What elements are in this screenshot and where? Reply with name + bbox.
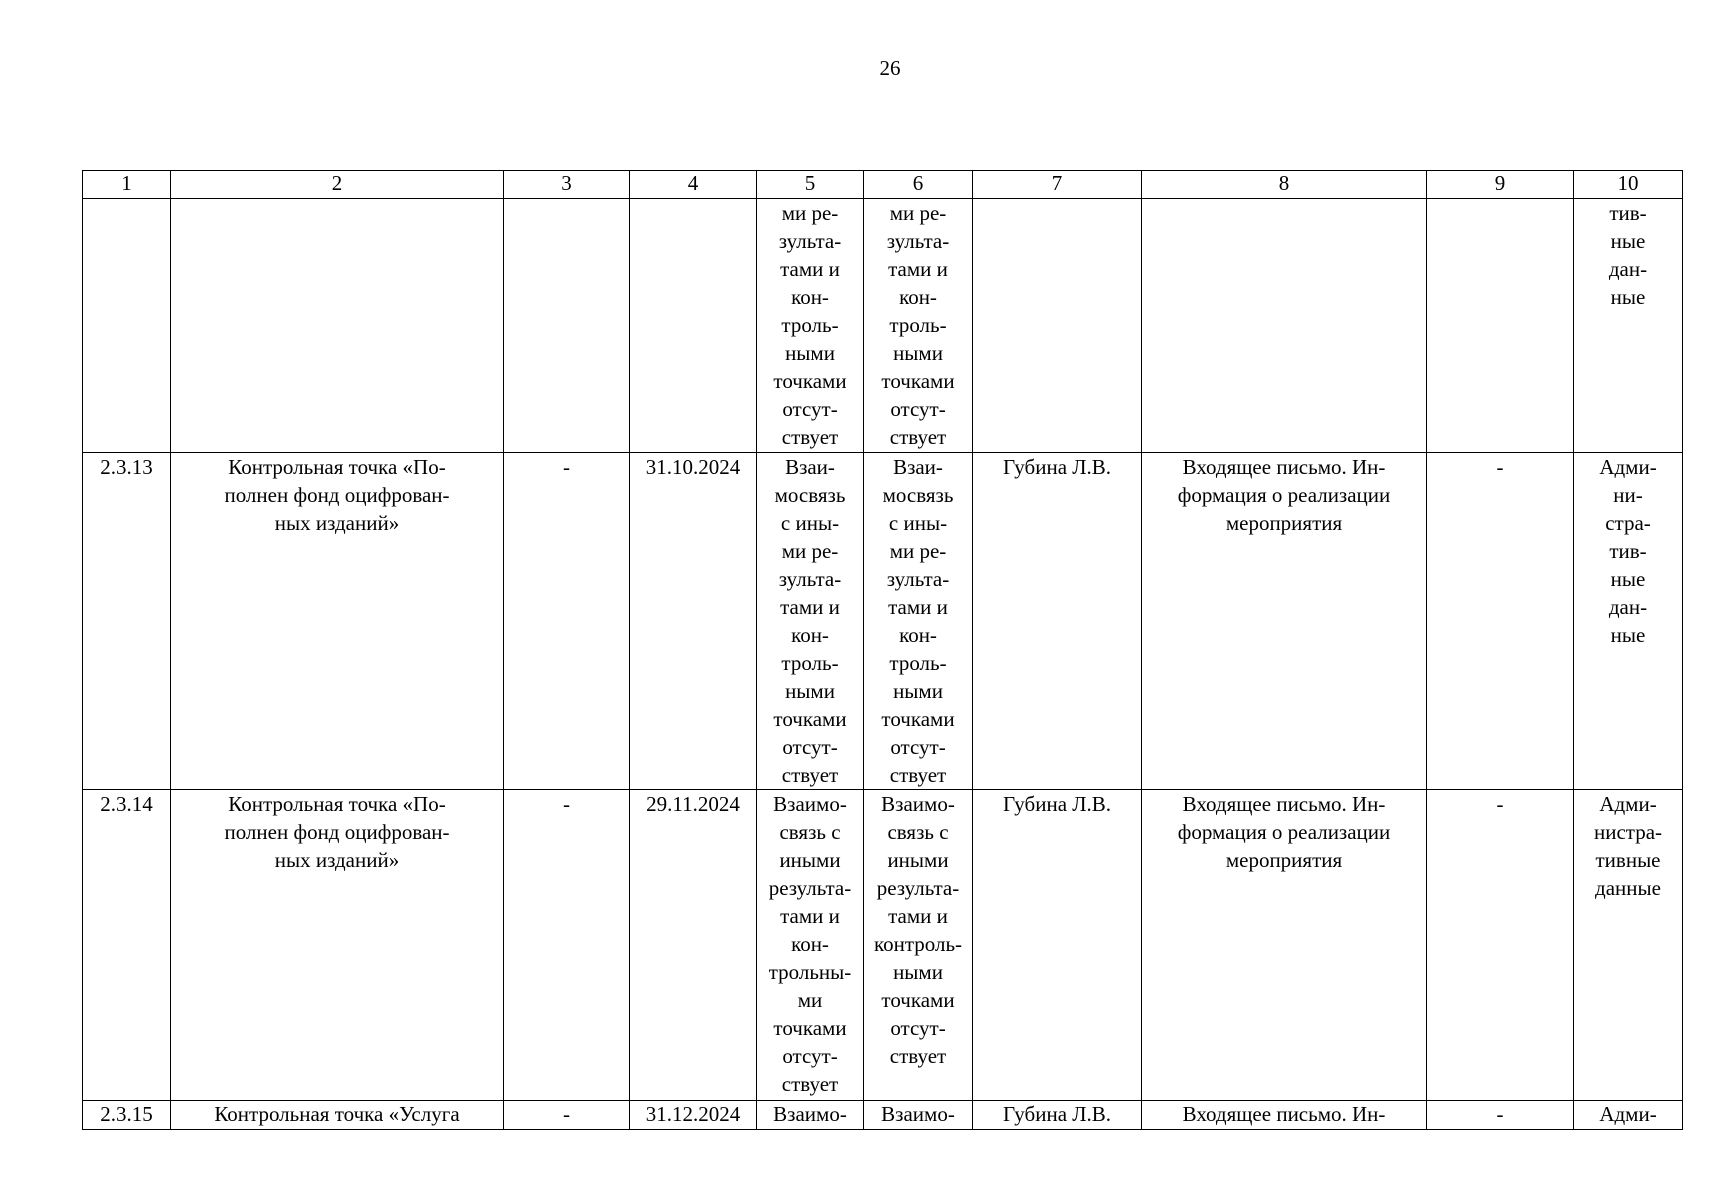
column-header: 5 bbox=[757, 171, 864, 199]
row-col9: - bbox=[1427, 453, 1574, 790]
row-number: 2.3.14 bbox=[83, 790, 171, 1101]
row-col3: - bbox=[504, 790, 630, 1101]
row-name: Контрольная точка «По- полнен фонд оцифрован- ных изданий» bbox=[171, 453, 504, 790]
row-document bbox=[1142, 199, 1427, 453]
header-row bbox=[83, 171, 1683, 199]
row-source: Адми- bbox=[1574, 1101, 1683, 1130]
row-col5: ми ре- зульта- тами и кон- троль- ными точками отсут- ствует bbox=[757, 199, 864, 453]
column-header: 1 bbox=[83, 171, 171, 199]
table-row bbox=[83, 790, 1683, 1101]
row-col5: Взаи- мосвязь с ины- ми ре- зульта- тами и кон- троль- ными точками отсут- ствует bbox=[757, 453, 864, 790]
row-col6: Взаимо- bbox=[864, 1101, 973, 1130]
row-document: Входящее письмо. Ин- формация о реализации мероприятия bbox=[1142, 453, 1427, 790]
row-responsible: Губина Л.В. bbox=[973, 790, 1142, 1101]
row-number: 2.3.13 bbox=[83, 453, 171, 790]
table-row bbox=[83, 453, 1683, 790]
row-col5: Взаимо- связь с иными результа- тами и кон- трольны- ми точками отсут- ствует bbox=[757, 790, 864, 1101]
row-date: 29.11.2024 bbox=[630, 790, 757, 1101]
row-col5: Взаимо- bbox=[757, 1101, 864, 1130]
row-date: 31.10.2024 bbox=[630, 453, 757, 790]
column-header: 2 bbox=[171, 171, 504, 199]
row-responsible: Губина Л.В. bbox=[973, 1101, 1142, 1130]
page-number: 26 bbox=[879, 56, 901, 80]
row-col3 bbox=[504, 199, 630, 453]
column-header: 7 bbox=[973, 171, 1142, 199]
row-name: Контрольная точка «По- полнен фонд оцифрован- ных изданий» bbox=[171, 790, 504, 1101]
row-name bbox=[171, 199, 504, 453]
table-row bbox=[83, 199, 1683, 453]
column-header: 3 bbox=[504, 171, 630, 199]
row-date bbox=[630, 199, 757, 453]
row-col6: ми ре- зульта- тами и кон- троль- ными точками отсут- ствует bbox=[864, 199, 973, 453]
table-row bbox=[83, 1101, 1683, 1130]
column-header: 10 bbox=[1574, 171, 1683, 199]
row-col9 bbox=[1427, 199, 1574, 453]
row-document: Входящее письмо. Ин- формация о реализации мероприятия bbox=[1142, 790, 1427, 1101]
column-header: 6 bbox=[864, 171, 973, 199]
row-document: Входящее письмо. Ин- bbox=[1142, 1101, 1427, 1130]
row-source: Адми- ни- стра- тив- ные дан- ные bbox=[1574, 453, 1683, 790]
row-number bbox=[83, 199, 171, 453]
row-number: 2.3.15 bbox=[83, 1101, 171, 1130]
row-responsible: Губина Л.В. bbox=[973, 453, 1142, 790]
column-header: 8 bbox=[1142, 171, 1427, 199]
row-name: Контрольная точка «Услуга bbox=[171, 1101, 504, 1130]
row-col3: - bbox=[504, 453, 630, 790]
row-col6: Взаимо- связь с иными результа- тами и контроль- ными точками отсут- ствует bbox=[864, 790, 973, 1101]
column-header: 9 bbox=[1427, 171, 1574, 199]
row-col3: - bbox=[504, 1101, 630, 1130]
row-source: тив- ные дан- ные bbox=[1574, 199, 1683, 453]
row-col9: - bbox=[1427, 790, 1574, 1101]
row-source: Адми- нистра- тивные данные bbox=[1574, 790, 1683, 1101]
results-table bbox=[82, 170, 1683, 1130]
row-col6: Взаи- мосвязь с ины- ми ре- зульта- тами и кон- троль- ными точками отсут- ствует bbox=[864, 453, 973, 790]
row-col9: - bbox=[1427, 1101, 1574, 1130]
row-responsible bbox=[973, 199, 1142, 453]
row-date: 31.12.2024 bbox=[630, 1101, 757, 1130]
column-header: 4 bbox=[630, 171, 757, 199]
